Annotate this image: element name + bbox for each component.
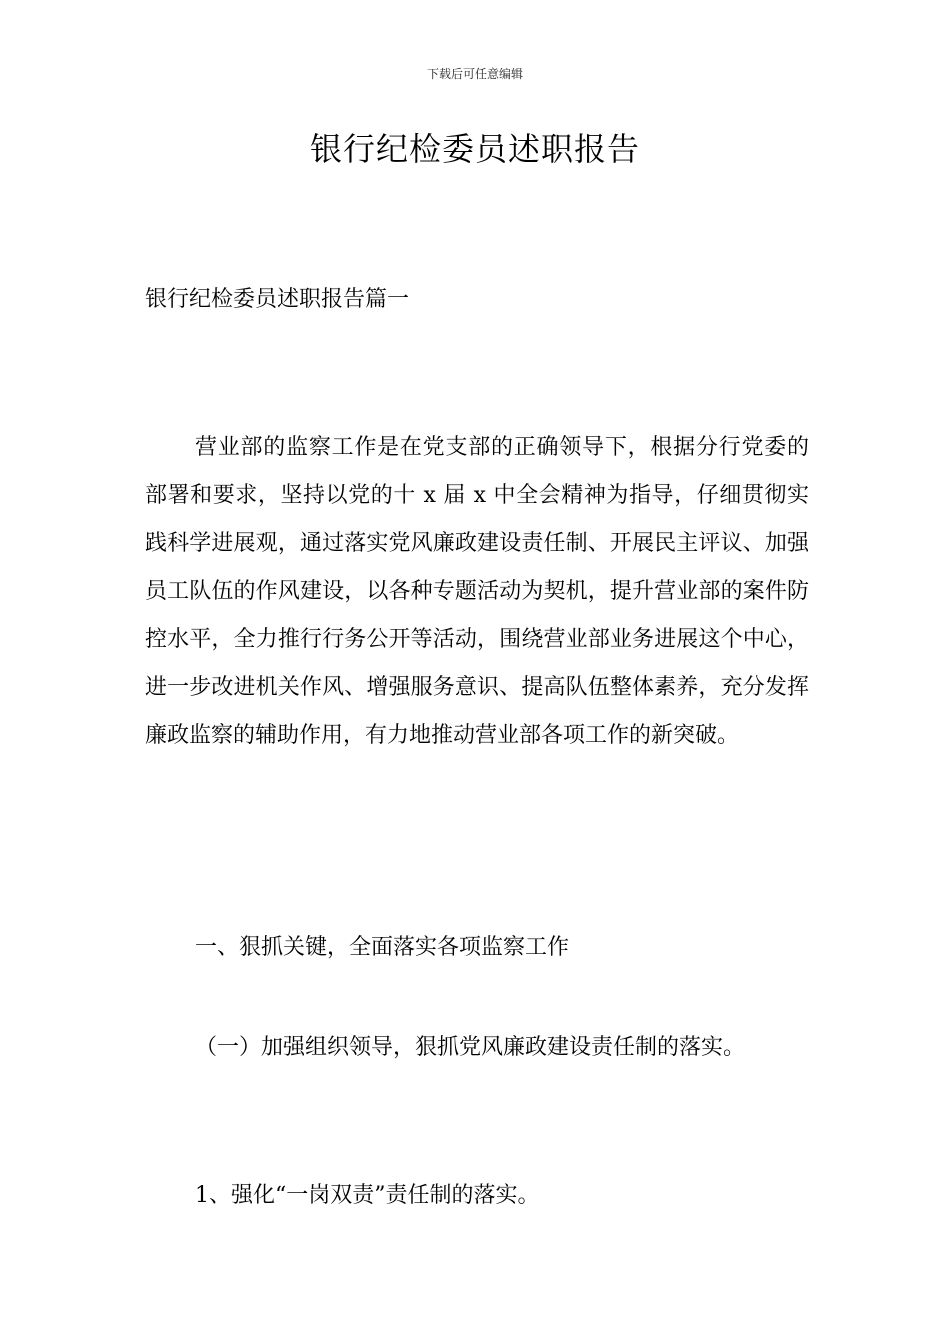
subsection-heading-1: （一）加强组织领导，狠抓党风廉政建设责任制的落实。 [195,1035,746,1060]
subsubsection-heading-1: 1、强化“一岗双责”责任制的落实。 [195,1183,540,1208]
section-heading-1: 一、狠抓关键，全面落实各项监察工作 [195,935,570,960]
document-subtitle: 银行纪检委员述职报告篇一 [145,287,410,312]
header-note: 下载后可任意编辑 [426,67,523,81]
intro-paragraph: 营业部的监察工作是在党支部的正确领导下，根据分行党委的部署和要求，坚持以党的十 x 届 x 中全会精神为指导，仔细贯彻实践科学进展观，通过落实党风廉政建设责任制、开展民主评议、加强员工队伍的作风建设，以各种专题活动为契机，提升营业部的案件防控水平，全力推行行务公开等活动，围绕营业部业务进展这个中心，进一步改进机关作风、增强服务意识、提高队伍整体素养，充分发挥廉政监察的辅助作用，有力地推动营业部各项工作的新突破。 [145,435,809,748]
document-title: 银行纪检委员述职报告 [309,130,640,168]
